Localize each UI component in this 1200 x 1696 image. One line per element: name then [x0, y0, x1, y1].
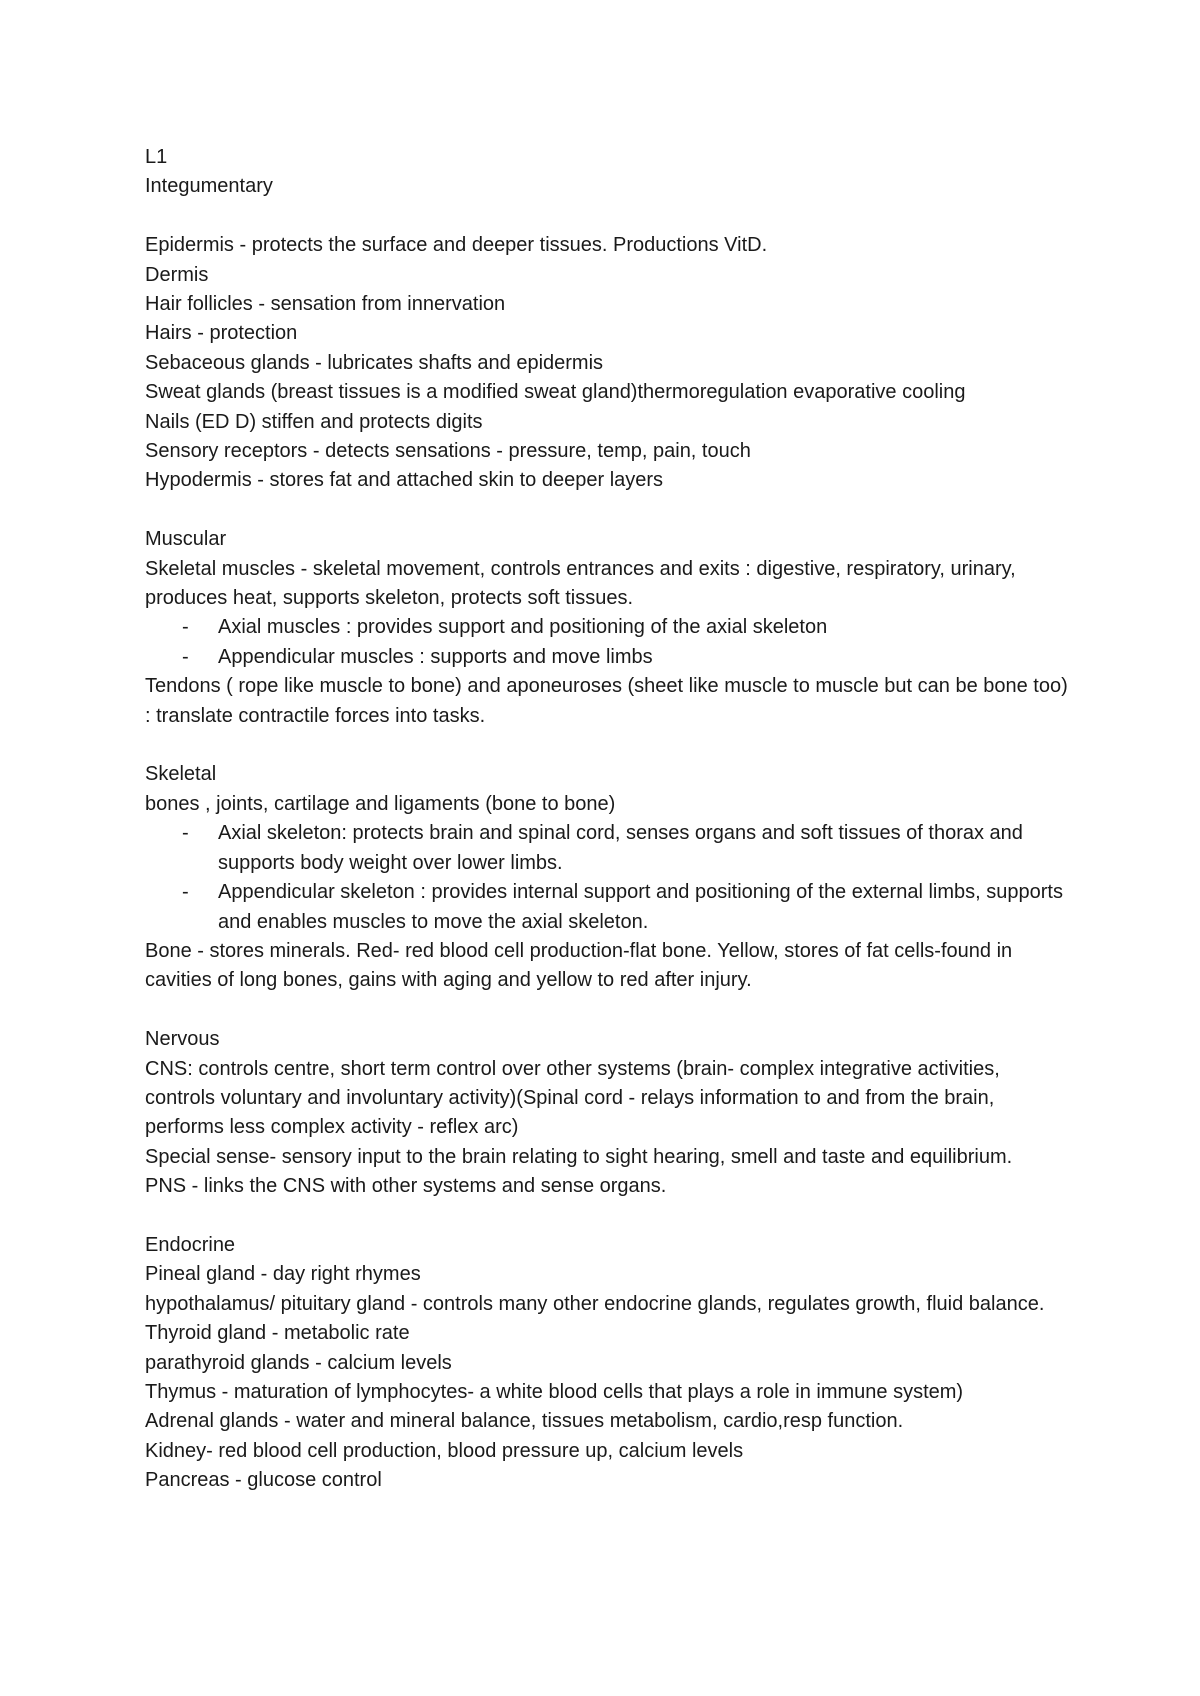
bullet-text: Axial muscles : provides support and positioning of the axial skeleton: [218, 616, 828, 639]
bullet-item: [145, 819, 1075, 878]
document-page: [145, 143, 1075, 1496]
section-heading-nervous: Nervous: [145, 1028, 220, 1051]
bullet-text: Axial skeleton: protects brain and spinal cord, senses organs and soft tissues of thorax and supports body weight over lower limbs.: [218, 822, 1023, 874]
bullet-item: [145, 643, 1075, 672]
endocrine-line: parathyroid glands - calcium levels: [145, 1351, 452, 1374]
dash-bullet: -: [182, 881, 189, 904]
section-heading-skeletal: Skeletal: [145, 763, 217, 786]
integumentary-line: Epidermis - protects the surface and deeper tissues. Productions VitD.: [145, 234, 768, 257]
muscular-paragraph: Skeletal muscles - skeletal movement, controls entrances and exits : digestive, respiratory, urinary, produces heat, supports skeleton, protects soft tissues.: [145, 557, 1016, 610]
section-heading-integumentary: Integumentary: [145, 175, 273, 198]
spacer: [145, 1202, 1075, 1231]
bullet-text: Appendicular skeleton : provides internal support and positioning of the external limbs, supports and enables muscles to move the axial skeleton.: [218, 881, 1063, 933]
endocrine-line: Thymus - maturation of lymphocytes- a white blood cells that plays a role in immune system): [145, 1380, 964, 1403]
muscular-paragraph: Tendons ( rope like muscle to bone) and aponeuroses (sheet like muscle to muscle but can be bone too) : translate contractile forces into tasks.: [145, 675, 1068, 727]
spacer: [145, 202, 1075, 231]
endocrine-line: Adrenal glands - water and mineral balance, tissues metabolism, cardio,resp function.: [145, 1410, 904, 1433]
skeletal-intro: bones , joints, cartilage and ligaments (bone to bone): [145, 792, 616, 815]
bullet-item: [145, 878, 1075, 937]
spacer: [145, 731, 1075, 760]
bullet-item: [145, 613, 1075, 642]
dash-bullet: -: [182, 616, 189, 639]
dash-bullet: -: [182, 645, 189, 668]
section-heading-endocrine: Endocrine: [145, 1233, 236, 1256]
dash-bullet: -: [182, 822, 189, 845]
endocrine-line: Thyroid gland - metabolic rate: [145, 1322, 410, 1345]
endocrine-line: hypothalamus/ pituitary gland - controls many other endocrine glands, regulates growth, fluid balance.: [145, 1292, 1045, 1315]
skeletal-paragraph: Bone - stores minerals. Red- red blood cell production-flat bone. Yellow, stores of fat cells-found in cavities of long bones, gains with aging and yellow to red after injury.: [145, 939, 1013, 992]
endocrine-line: Kidney- red blood cell production, blood pressure up, calcium levels: [145, 1439, 744, 1462]
integumentary-line: Sebaceous glands - lubricates shafts and epidermis: [145, 351, 604, 374]
integumentary-line: Dermis: [145, 263, 209, 286]
integumentary-line: Hairs - protection: [145, 322, 298, 345]
spacer: [145, 996, 1075, 1025]
endocrine-line: Pancreas - glucose control: [145, 1469, 382, 1492]
nervous-paragraph: CNS: controls centre, short term control over other systems (brain- complex integrative activities, controls voluntary and involuntary activity)(Spinal cord - relays information to and from the brain, performs less complex activity - reflex arc): [145, 1057, 1000, 1139]
nervous-paragraph: Special sense- sensory input to the brain relating to sight hearing, smell and taste and equilibrium.: [145, 1145, 1013, 1168]
spacer: [145, 496, 1075, 525]
integumentary-line: Hair follicles - sensation from innervation: [145, 293, 506, 316]
nervous-paragraph: PNS - links the CNS with other systems and sense organs.: [145, 1175, 667, 1198]
integumentary-line: Hypodermis - stores fat and attached skin to deeper layers: [145, 469, 664, 492]
integumentary-line: Sensory receptors - detects sensations - pressure, temp, pain, touch: [145, 440, 751, 463]
bullet-text: Appendicular muscles : supports and move limbs: [218, 645, 653, 668]
integumentary-line: Sweat glands (breast tissues is a modified sweat gland)thermoregulation evaporative cooling: [145, 381, 966, 404]
integumentary-line: Nails (ED D) stiffen and protects digits: [145, 410, 483, 433]
endocrine-line: Pineal gland - day right rhymes: [145, 1263, 421, 1286]
lecture-label: L1: [145, 146, 168, 168]
section-heading-muscular: Muscular: [145, 528, 227, 551]
